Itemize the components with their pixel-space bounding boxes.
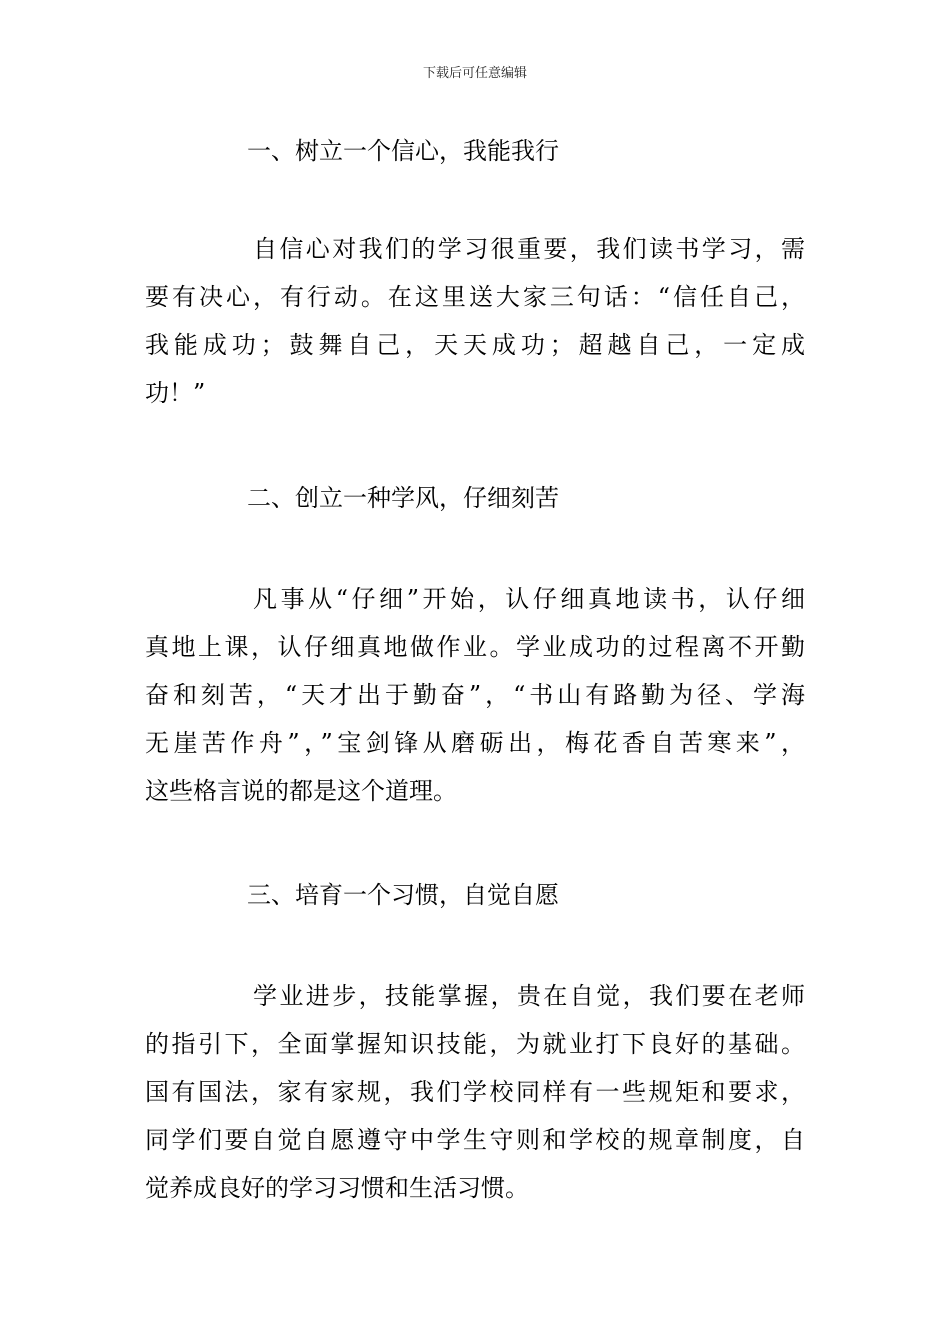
section-paragraph-3 bbox=[145, 972, 805, 1212]
paragraph-line: 奋和刻苦，“天才出于勤奋”，“书山有路勤为径、学海 bbox=[145, 681, 805, 709]
paragraph-line: 这些格言说的都是这个道理。 bbox=[145, 777, 457, 805]
paragraph-line: 国有国法，家有家规，我们学校同样有一些规矩和要求， bbox=[145, 1078, 805, 1106]
section-heading-3: 三、培育一个习惯，自觉自愿 bbox=[247, 881, 559, 909]
paragraph-line: 要有决心，有行动。在这里送大家三句话：“信任自己， bbox=[145, 283, 805, 311]
section-heading-1: 一、树立一个信心，我能我行 bbox=[247, 137, 559, 165]
paragraph-line: 我能成功；鼓舞自己，天天成功；超越自己，一定成 bbox=[145, 331, 805, 359]
paragraph-line: 凡事从“仔细”开始，认仔细真地读书，认仔细 bbox=[253, 585, 805, 613]
paragraph-line: 的指引下，全面掌握知识技能，为就业打下良好的基础。 bbox=[145, 1030, 805, 1058]
paragraph-line: 同学们要自觉自愿遵守中学生守则和学校的规章制度，自 bbox=[145, 1126, 805, 1154]
section-paragraph-1 bbox=[145, 225, 805, 417]
paragraph-line: 学业进步，技能掌握，贵在自觉，我们要在老师 bbox=[253, 982, 805, 1010]
paragraph-line: 觉养成良好的学习习惯和生活习惯。 bbox=[145, 1174, 529, 1202]
paragraph-line: 真地上课，认仔细真地做作业。学业成功的过程离不开勤 bbox=[145, 633, 805, 661]
page-header: 下载后可任意编辑 bbox=[422, 66, 527, 81]
section-paragraph-2 bbox=[145, 575, 805, 815]
paragraph-line: 功！” bbox=[145, 379, 206, 407]
paragraph-line: 自信心对我们的学习很重要，我们读书学习，需 bbox=[253, 235, 805, 263]
paragraph-line: 无崖苦作舟”，”宝剑锋从磨砺出，梅花香自苦寒来”， bbox=[145, 729, 805, 757]
section-heading-2: 二、创立一种学风，仔细刻苦 bbox=[247, 484, 559, 512]
